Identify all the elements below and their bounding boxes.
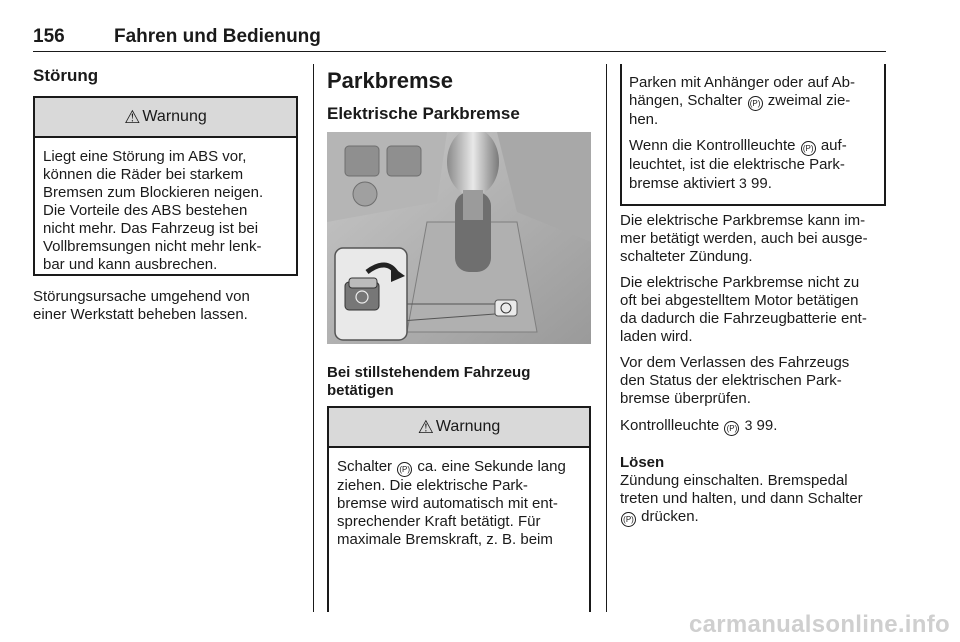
section-heading-stoerung: Störung bbox=[33, 66, 99, 85]
parking-brake-icon: (P) bbox=[748, 96, 763, 111]
warning-box-abs bbox=[33, 96, 298, 276]
parking-brake-icon: (P) bbox=[801, 141, 816, 156]
paragraph-battery-warning: Die elektrische Parkbremse nicht zu oft bei abgestelltem Motor betätigen da dadurch die Fahrzeugbatterie ent- laden wird. bbox=[620, 274, 867, 345]
warning-box-continued bbox=[620, 64, 886, 206]
paragraph-release-instructions: Zündung einschalten. Bremspedal treten und halten, und dann Schalter (P) drücken. bbox=[620, 472, 863, 525]
paragraph-always-usable: Die elektrische Parkbremse kann im- mer betätigt werden, auch bei ausge- schalteter Zündung. bbox=[620, 212, 868, 265]
watermark: carmanualsonline.info bbox=[688, 611, 950, 638]
warning-label: Warnung bbox=[142, 108, 207, 125]
warning-header bbox=[329, 408, 589, 448]
box-paragraph-2: Wenn die Kontrollleuchte (P) auf- leuchtet, ist die elektrische Park- bremse aktiviert 3 99. bbox=[629, 137, 847, 192]
paragraph-check-status: Vor dem Verlassen des Fahrzeugs den Status der elektrischen Park- bremse überprüfen. bbox=[620, 354, 850, 407]
paragraph-indicator-reference: Kontrollleuchte (P) 3 99. bbox=[620, 417, 778, 434]
col3-body bbox=[620, 212, 890, 527]
section-heading-parkbremse: Parkbremse bbox=[327, 68, 453, 93]
subheading-electric-parking-brake: Elektrische Parkbremse bbox=[327, 104, 520, 123]
page-number: 156 bbox=[33, 26, 65, 47]
box-paragraph-1: Parken mit Anhänger oder auf Ab- hängen, Schalter (P) zweimal zie- hen. bbox=[629, 74, 855, 128]
page-reference-link[interactable]: 99. bbox=[751, 175, 772, 192]
page-reference-link[interactable]: 99. bbox=[756, 417, 778, 434]
parking-brake-icon: (P) bbox=[397, 462, 412, 477]
warning-label: Warnung bbox=[435, 418, 501, 435]
page-reference-arrow-icon: 3 bbox=[744, 417, 753, 433]
chapter-title: Fahren und Bedienung bbox=[114, 26, 321, 47]
parking-brake-icon: (P) bbox=[621, 512, 636, 527]
parking-brake-icon: (P) bbox=[724, 421, 739, 436]
warning-text: Schalter (P) ca. eine Sekunde lang ziehen. Die elektrische Park- bremse wird automatisch mit ent- sprechender Kraft betätigt. Für maximale Bremskraft, z. B. beim bbox=[337, 458, 566, 548]
column-divider-1 bbox=[313, 64, 314, 612]
warning-triangle-icon: ⚠ bbox=[124, 106, 141, 127]
page-reference-arrow-icon: 3 bbox=[739, 175, 747, 191]
warning-header bbox=[35, 98, 296, 138]
warning-text: Liegt eine Störung im ABS vor, können die Räder bei starkem Bremsen zum Blockieren neigen. Die Vorteile des ABS bestehen nicht mehr. Das Fahrzeug ist bei Vollbremsungen nicht mehr lenk- bar und kann ausbrechen. bbox=[43, 148, 264, 273]
header-rule bbox=[33, 51, 886, 52]
col1-paragraph: Störungsursache umgehend von einer Werkstatt beheben lassen. bbox=[33, 288, 250, 323]
parking-brake-switch-illustration bbox=[327, 132, 591, 344]
subheading-stationary-vehicle: Bei stillstehendem Fahrzeug betätigen bbox=[327, 364, 531, 399]
subheading-release: Lösen bbox=[620, 454, 665, 471]
column-divider-2 bbox=[606, 64, 607, 612]
warning-box-parking-brake bbox=[327, 406, 591, 612]
warning-triangle-icon: ⚠ bbox=[417, 416, 434, 437]
